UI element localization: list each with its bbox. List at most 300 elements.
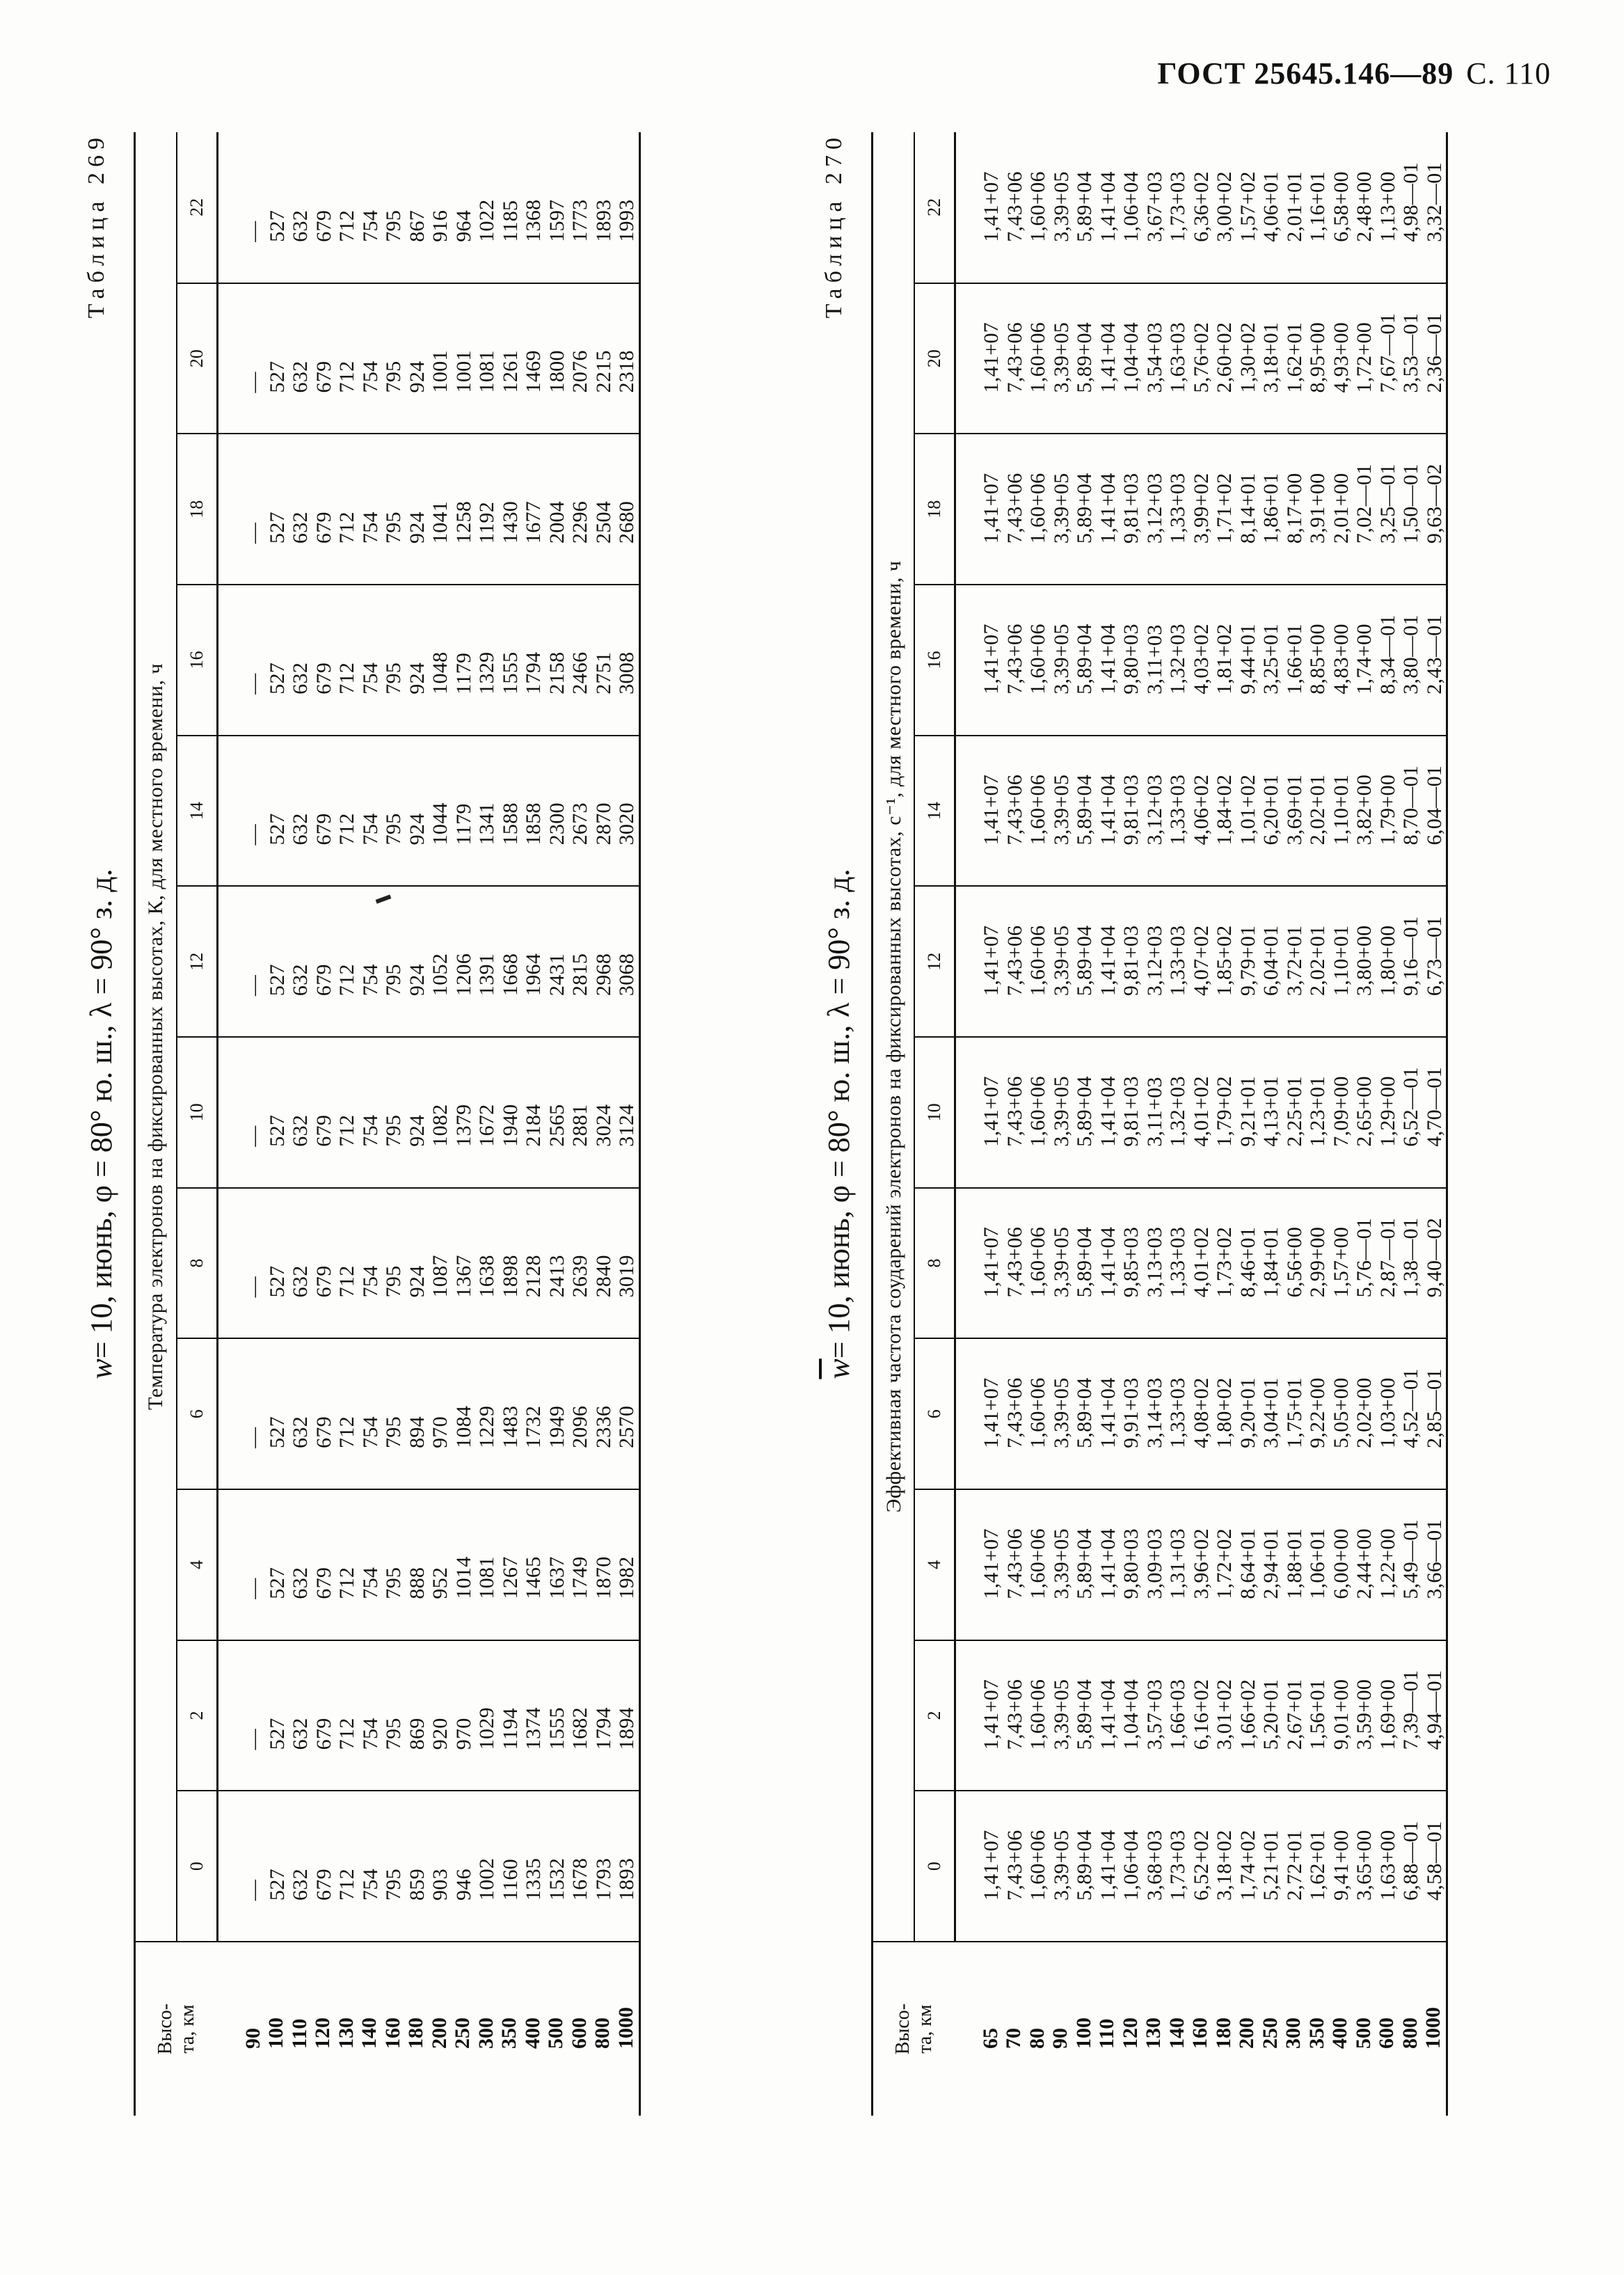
altitude-value: 500 xyxy=(544,2018,567,2049)
table-cell: 1206 xyxy=(452,953,475,997)
table-cell: 795 xyxy=(382,1416,405,1449)
table-cell: 1002 xyxy=(475,1857,498,1901)
table-cell: 679 xyxy=(312,1567,335,1599)
table-cell: 2184 xyxy=(522,1104,545,1147)
table-cell: 894 xyxy=(405,1416,429,1449)
table-cell: 7,43+06 xyxy=(1003,1679,1026,1750)
altitude-value: 400 xyxy=(1328,2018,1351,2049)
table-cell: 1341 xyxy=(475,802,498,846)
table-cell: 1,41+04 xyxy=(1096,171,1120,242)
table-cell: 3,39+05 xyxy=(1049,1830,1073,1901)
table-cell: — xyxy=(242,522,265,544)
table-cell: 3,25+01 xyxy=(1259,624,1282,695)
table-cell: — xyxy=(242,673,265,695)
table-cell: 1483 xyxy=(498,1405,522,1449)
table-cell: 924 xyxy=(405,1114,429,1147)
table-cell: 3,39+05 xyxy=(1049,473,1073,544)
table-cell: 2881 xyxy=(568,1104,591,1147)
table-cell: 5,89+04 xyxy=(1073,1226,1096,1298)
altitude-value: 800 xyxy=(1398,2018,1422,2049)
table-cell: 1,41+04 xyxy=(1096,1679,1120,1750)
table-cell: 632 xyxy=(289,1416,312,1449)
table-cell: 679 xyxy=(312,1265,335,1298)
table-cell: 1800 xyxy=(545,350,568,393)
table-269-block xyxy=(83,132,724,2116)
table-cell: 527 xyxy=(265,662,289,695)
table-cell: 6,04—01 xyxy=(1422,765,1446,846)
table-cell: 970 xyxy=(452,1718,475,1750)
value-column xyxy=(218,1037,640,1188)
hour-header: 0 xyxy=(177,1791,218,1942)
table-cell: 1,73+02 xyxy=(1213,1226,1236,1298)
table-cell: 7,43+06 xyxy=(1003,624,1026,695)
value-column xyxy=(218,132,640,283)
table-cell: 1,56+01 xyxy=(1306,1679,1329,1750)
altitude-value: 140 xyxy=(358,2018,381,2049)
table-cell: 1,10+01 xyxy=(1329,774,1353,846)
table-cell: 2413 xyxy=(545,1255,568,1298)
table-cell: 3,39+05 xyxy=(1049,1528,1073,1599)
altitude-value: 65 xyxy=(978,2028,1002,2049)
table-cell: 4,13+01 xyxy=(1259,1076,1282,1147)
table-cell: 679 xyxy=(312,209,335,242)
table-title xyxy=(83,132,119,2116)
table-cell: 712 xyxy=(335,1114,358,1147)
hour-header: 18 xyxy=(914,434,955,585)
table-cell: 1,86+01 xyxy=(1259,473,1282,544)
table-cell: 4,94—01 xyxy=(1422,1670,1446,1750)
table-cell: 527 xyxy=(265,1416,289,1449)
table-cell: 4,08+02 xyxy=(1189,1377,1213,1449)
table-cell: 3,39+05 xyxy=(1049,624,1073,695)
group-header: Эффективная частота соударений электронов на фиксированных высотах, с⁻¹, для местного времени, ч xyxy=(873,132,915,1942)
table-cell: 5,05+00 xyxy=(1329,1377,1353,1449)
table-cell: 3,39+05 xyxy=(1049,322,1073,393)
table-cell: 1,73+03 xyxy=(1166,171,1189,242)
hour-header: 20 xyxy=(177,283,218,434)
table-cell: 754 xyxy=(358,813,382,846)
table-cell: 1793 xyxy=(591,1857,615,1901)
table-cell: 7,43+06 xyxy=(1003,1830,1026,1901)
table-cell: 3,32—01 xyxy=(1422,162,1446,242)
table-cell: 1081 xyxy=(475,1556,498,1599)
table-cell: 1,32+03 xyxy=(1166,1076,1189,1147)
table-cell: 1,41+07 xyxy=(980,171,1003,242)
table-cell: 9,81+03 xyxy=(1120,774,1143,846)
table-cell: 5,89+04 xyxy=(1073,473,1096,544)
table-cell: 1160 xyxy=(498,1858,522,1901)
table-cell: 754 xyxy=(358,1114,382,1147)
table-cell: 9,22+00 xyxy=(1306,1377,1329,1449)
table-cell: 9,79+01 xyxy=(1236,925,1259,997)
table-cell: 7,43+06 xyxy=(1003,322,1026,393)
table-cell: 3,39+05 xyxy=(1049,171,1073,242)
table-cell: 1949 xyxy=(545,1405,568,1449)
table-cell: 9,80+03 xyxy=(1120,1528,1143,1599)
table-cell: 3,25—01 xyxy=(1376,463,1399,544)
table-cell: 4,93+00 xyxy=(1329,322,1353,393)
table-cell: 1084 xyxy=(452,1405,475,1449)
table-cell: 5,21+01 xyxy=(1259,1830,1282,1901)
table-cell: 2639 xyxy=(568,1255,591,1298)
table-cell: 795 xyxy=(382,662,405,695)
table-cell: 1,41+04 xyxy=(1096,774,1120,846)
table-cell: 1637 xyxy=(545,1556,568,1599)
value-column xyxy=(218,886,640,1037)
table-cell: 1870 xyxy=(591,1556,615,1599)
data-table xyxy=(871,132,1448,2116)
table-cell: 4,70—01 xyxy=(1422,1067,1446,1147)
table-cell: 8,70—01 xyxy=(1399,765,1422,846)
table-cell: 712 xyxy=(335,360,358,393)
table-cell: 632 xyxy=(289,662,312,695)
table-cell: 4,52—01 xyxy=(1399,1368,1422,1449)
altitude-value: 300 xyxy=(1282,2018,1305,2049)
table-cell: 3,09+03 xyxy=(1143,1528,1166,1599)
table-cell: 1749 xyxy=(568,1556,591,1599)
table-label: Таблица 270 xyxy=(821,132,847,319)
table-cell: 924 xyxy=(405,662,429,695)
table-cell: 2,02+01 xyxy=(1306,925,1329,997)
table-270-block xyxy=(821,132,1545,2116)
table-cell: 1,16+01 xyxy=(1306,171,1329,242)
table-cell: 1,41+07 xyxy=(980,1830,1003,1901)
table-cell: 527 xyxy=(265,1265,289,1298)
table-cell: 3,18+02 xyxy=(1213,1830,1236,1901)
table-cell: 952 xyxy=(429,1567,452,1599)
table-cell: 795 xyxy=(382,512,405,544)
table-cell: 9,80+03 xyxy=(1120,624,1143,695)
table-cell: 1597 xyxy=(545,199,568,242)
table-cell: 3,39+05 xyxy=(1049,774,1073,846)
table-cell: 1,75+01 xyxy=(1282,1377,1306,1449)
hour-header: 12 xyxy=(177,886,218,1037)
value-column xyxy=(218,1791,640,1942)
table-cell: 3,04+01 xyxy=(1259,1377,1282,1449)
altitude-value: 350 xyxy=(1305,2018,1328,2049)
hour-header: 22 xyxy=(177,132,218,283)
table-cell: 3068 xyxy=(615,953,638,997)
table-cell: 3,67+03 xyxy=(1143,171,1166,242)
table-cell: 527 xyxy=(265,360,289,393)
table-cell: 632 xyxy=(289,512,312,544)
table-cell: 3,99+02 xyxy=(1189,473,1213,544)
hour-header: 8 xyxy=(177,1188,218,1339)
hour-header: 16 xyxy=(177,585,218,736)
table-cell: 679 xyxy=(312,964,335,997)
table-cell: 632 xyxy=(289,813,312,846)
table-cell: — xyxy=(242,1729,265,1750)
table-cell: 8,17+00 xyxy=(1282,473,1306,544)
table-cell: 754 xyxy=(358,964,382,997)
title-text: = 10, июнь, φ = 80° ю. ш., λ = 90° з. д. xyxy=(822,869,856,1359)
table-cell: 2,67+01 xyxy=(1282,1679,1306,1750)
value-column xyxy=(218,283,640,434)
table-cell: 1,41+04 xyxy=(1096,624,1120,695)
table-cell: 1,03+00 xyxy=(1376,1377,1399,1449)
table-cell: 2128 xyxy=(522,1255,545,1298)
table-cell: 1794 xyxy=(591,1707,615,1750)
table-cell: 3,18+01 xyxy=(1259,322,1282,393)
table-cell: 632 xyxy=(289,1869,312,1901)
table-cell: 1,66+01 xyxy=(1282,624,1306,695)
table-cell: 8,95+00 xyxy=(1306,322,1329,393)
altitude-value: 120 xyxy=(311,2018,334,2049)
table-cell: 4,58—01 xyxy=(1422,1821,1446,1901)
table-cell: 2336 xyxy=(591,1405,615,1449)
table-cell: 1,41+04 xyxy=(1096,1528,1120,1599)
table-cell: 1,60+06 xyxy=(1026,171,1049,242)
table-cell: 1469 xyxy=(522,350,545,393)
table-cell: 2,02+00 xyxy=(1353,1377,1376,1449)
altitude-value: 130 xyxy=(334,2018,358,2049)
table-cell: 2318 xyxy=(615,350,638,393)
table-cell: 2673 xyxy=(568,802,591,846)
table-cell: 712 xyxy=(335,964,358,997)
table-cell: 1,13+00 xyxy=(1376,171,1399,242)
table-cell: 1368 xyxy=(522,199,545,242)
table-cell: 1,06+04 xyxy=(1120,171,1143,242)
table-cell: 3,11+03 xyxy=(1143,624,1166,695)
table-cell: 2504 xyxy=(591,500,615,544)
table-cell: 4,06+01 xyxy=(1259,171,1282,242)
table-cell: 527 xyxy=(265,209,289,242)
table-cell: 679 xyxy=(312,813,335,846)
value-column xyxy=(955,585,1447,736)
table-cell: 1,38—01 xyxy=(1399,1217,1422,1298)
table-cell: 527 xyxy=(265,1114,289,1147)
value-column xyxy=(218,434,640,585)
table-cell: 1,50—01 xyxy=(1399,463,1422,544)
hour-header: 2 xyxy=(914,1640,955,1791)
table-cell: 1,85+02 xyxy=(1213,925,1236,997)
table-cell: 679 xyxy=(312,1718,335,1750)
table-cell: 3,69+01 xyxy=(1282,774,1306,846)
table-cell: 1391 xyxy=(475,953,498,997)
table-cell: 3,72+01 xyxy=(1282,925,1306,997)
altitude-header xyxy=(135,1942,218,2116)
table-cell: 712 xyxy=(335,1416,358,1449)
hour-header: 10 xyxy=(914,1037,955,1188)
hour-header: 20 xyxy=(914,283,955,434)
table-cell: 795 xyxy=(382,1718,405,1750)
table-cell: 1,74+02 xyxy=(1236,1830,1259,1901)
table-cell: 1329 xyxy=(475,651,498,695)
table-cell: 6,16+02 xyxy=(1189,1679,1213,1750)
altitude-value: 350 xyxy=(497,2018,520,2049)
table-cell: 712 xyxy=(335,1265,358,1298)
table-cell: 2004 xyxy=(545,500,568,544)
table-cell: 1185 xyxy=(498,200,522,242)
table-cell: 1,23+01 xyxy=(1306,1076,1329,1147)
table-cell: 5,89+04 xyxy=(1073,774,1096,846)
table-cell: 795 xyxy=(382,1567,405,1599)
table-cell: 2751 xyxy=(591,651,615,695)
table-cell: 527 xyxy=(265,1718,289,1750)
table-cell: 1,79+00 xyxy=(1376,774,1399,846)
table-cell: 1267 xyxy=(498,1556,522,1599)
table-cell: 9,21+01 xyxy=(1236,1076,1259,1147)
table-cell: 7,43+06 xyxy=(1003,171,1026,242)
table-cell: 3,00+02 xyxy=(1213,171,1236,242)
value-column xyxy=(218,1489,640,1640)
table-cell: 3,65+00 xyxy=(1353,1830,1376,1901)
table-cell: 970 xyxy=(429,1416,452,1449)
altitude-column xyxy=(218,1942,640,2116)
table-cell: 1794 xyxy=(522,651,545,695)
table-cell: 924 xyxy=(405,360,429,393)
table-cell: 1,60+06 xyxy=(1026,1528,1049,1599)
table-cell: 9,85+03 xyxy=(1120,1226,1143,1298)
table-cell: 6,20+01 xyxy=(1259,774,1282,846)
table-cell: 1335 xyxy=(522,1857,545,1901)
table-cell: 1,41+07 xyxy=(980,1528,1003,1599)
value-column xyxy=(955,283,1447,434)
table-cell: 1588 xyxy=(498,802,522,846)
altitude-header xyxy=(873,1942,955,2116)
table-cell: 1,01+02 xyxy=(1236,774,1259,846)
hour-header: 4 xyxy=(914,1489,955,1640)
table-cell: 754 xyxy=(358,209,382,242)
table-cell: 632 xyxy=(289,1718,312,1750)
table-cell: 1,80+02 xyxy=(1213,1377,1236,1449)
table-cell: 1044 xyxy=(429,802,452,846)
table-cell: 1668 xyxy=(498,953,522,997)
table-cell: 632 xyxy=(289,1114,312,1147)
table-cell: 1682 xyxy=(568,1707,591,1750)
table-cell: 3,80+00 xyxy=(1353,925,1376,997)
table-cell: 3,12+03 xyxy=(1143,774,1166,846)
table-cell: 712 xyxy=(335,209,358,242)
table-cell: 1,72+02 xyxy=(1213,1528,1236,1599)
table-cell: 1,63+03 xyxy=(1166,322,1189,393)
table-cell: 795 xyxy=(382,1869,405,1901)
table-cell: 4,07+02 xyxy=(1189,925,1213,997)
altitude-value: 300 xyxy=(474,2018,497,2049)
table-cell: 2,48+00 xyxy=(1353,171,1376,242)
table-cell: 924 xyxy=(405,1265,429,1298)
table-cell: 1,84+01 xyxy=(1259,1226,1282,1298)
table-cell: 1014 xyxy=(452,1556,475,1599)
table-cell: 632 xyxy=(289,1567,312,1599)
title-symbol: w xyxy=(84,1358,118,1379)
table-cell: 1001 xyxy=(452,350,475,393)
altitude-value: 400 xyxy=(520,2018,544,2049)
table-cell: 1,60+06 xyxy=(1026,624,1049,695)
table-cell: 1082 xyxy=(429,1104,452,1147)
altitude-value: 140 xyxy=(1165,2018,1188,2049)
hour-header: 8 xyxy=(914,1188,955,1339)
table-cell: 2,44+00 xyxy=(1353,1528,1376,1599)
altitude-value: 250 xyxy=(451,2018,474,2049)
standard-number: ГОСТ 25645.146—89 xyxy=(1157,56,1454,90)
value-column xyxy=(955,1791,1447,1942)
table-cell: 2815 xyxy=(568,953,591,997)
table-cell: 5,89+04 xyxy=(1073,1377,1096,1449)
table-cell: 7,43+06 xyxy=(1003,1528,1026,1599)
hour-header: 18 xyxy=(177,434,218,585)
hour-header: 16 xyxy=(914,585,955,736)
table-cell: 1367 xyxy=(452,1255,475,1298)
altitude-value: 110 xyxy=(1095,2018,1118,2049)
table-cell: 1,60+06 xyxy=(1026,925,1049,997)
table-cell: 2,85—01 xyxy=(1422,1368,1446,1449)
table-cell: 4,06+02 xyxy=(1189,774,1213,846)
table-cell: 1,60+06 xyxy=(1026,774,1049,846)
table-cell: 1,62+01 xyxy=(1306,1830,1329,1901)
table-cell: 1,57+00 xyxy=(1329,1226,1353,1298)
altitude-value: 110 xyxy=(287,2018,311,2049)
table-cell: 2,87—01 xyxy=(1376,1217,1399,1298)
table-cell: 6,56+00 xyxy=(1282,1226,1306,1298)
table-cell: — xyxy=(242,1427,265,1449)
table-cell: 1677 xyxy=(522,500,545,544)
table-cell: 7,43+06 xyxy=(1003,774,1026,846)
table-cell: 1,33+03 xyxy=(1166,1226,1189,1298)
table-cell: 679 xyxy=(312,512,335,544)
table-cell: 3024 xyxy=(591,1104,615,1147)
table-cell: 1672 xyxy=(475,1104,498,1147)
table-cell: 1,66+03 xyxy=(1166,1679,1189,1750)
table-cell: 7,43+06 xyxy=(1003,473,1026,544)
value-column xyxy=(955,1188,1447,1339)
altitude-value: 200 xyxy=(1235,2018,1258,2049)
table-label: Таблица 269 xyxy=(83,132,109,319)
table-cell: 2680 xyxy=(615,500,638,544)
hour-header: 6 xyxy=(177,1338,218,1489)
altitude-value: 250 xyxy=(1258,2018,1282,2049)
table-cell: 754 xyxy=(358,662,382,695)
table-cell: 1081 xyxy=(475,350,498,393)
table-cell: 1893 xyxy=(615,1857,638,1901)
table-cell: — xyxy=(242,372,265,393)
table-cell: 3020 xyxy=(615,802,638,846)
table-cell: 1555 xyxy=(545,1707,568,1750)
table-cell: 9,91+03 xyxy=(1120,1377,1143,1449)
altitude-value: 120 xyxy=(1118,2018,1142,2049)
table-cell: 2,72+01 xyxy=(1282,1830,1306,1901)
table-cell: 3,57+03 xyxy=(1143,1679,1166,1750)
altitude-value: 600 xyxy=(1375,2018,1398,2049)
table-cell: 3124 xyxy=(615,1104,638,1147)
table-cell: 869 xyxy=(405,1718,429,1750)
table-cell: 1194 xyxy=(498,1708,522,1750)
table-cell: 1,06+01 xyxy=(1306,1528,1329,1599)
table-cell: 3,39+05 xyxy=(1049,925,1073,997)
table-cell: 527 xyxy=(265,813,289,846)
table-cell: 5,89+04 xyxy=(1073,1076,1096,1147)
altitude-value: 90 xyxy=(241,2028,264,2049)
table-cell: 1052 xyxy=(429,953,452,997)
value-column xyxy=(955,1640,1447,1791)
table-cell: 754 xyxy=(358,1416,382,1449)
table-cell: 2,99+00 xyxy=(1306,1226,1329,1298)
table-cell: 2431 xyxy=(545,953,568,997)
table-cell: — xyxy=(242,824,265,846)
table-cell: 754 xyxy=(358,512,382,544)
altitude-value: 500 xyxy=(1351,2018,1375,2049)
title-symbol: $\overline{w}$ xyxy=(822,1358,856,1379)
table-cell: 5,76—01 xyxy=(1353,1217,1376,1298)
table-cell: 1,41+04 xyxy=(1096,1830,1120,1901)
altitude-value: 100 xyxy=(264,2018,287,2049)
table-cell: 7,43+06 xyxy=(1003,925,1026,997)
table-cell: 3,96+02 xyxy=(1189,1528,1213,1599)
table-cell: 2,60+02 xyxy=(1213,322,1236,393)
table-cell: 795 xyxy=(382,209,405,242)
table-cell: 1,41+07 xyxy=(980,322,1003,393)
table-cell: 679 xyxy=(312,1869,335,1901)
